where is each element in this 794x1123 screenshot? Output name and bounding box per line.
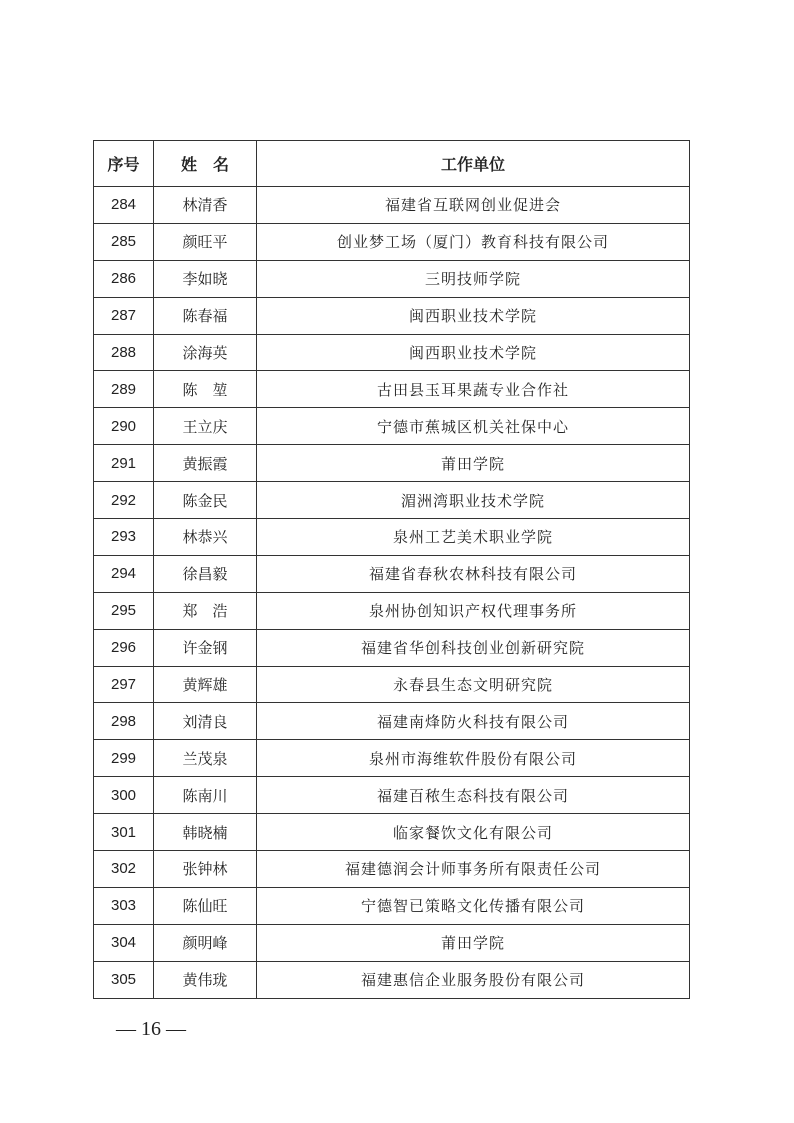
row-org: 创业梦工场（厦门）教育科技有限公司 [257,223,690,260]
row-org: 福建省互联网创业促进会 [257,187,690,224]
roster-table [93,140,690,999]
row-index: 304 [94,924,154,961]
row-org: 古田县玉耳果蔬专业合作社 [257,371,690,408]
row-org: 泉州市海维软件股份有限公司 [257,740,690,777]
row-name: 王立庆 [154,408,257,445]
row-name: 陈 堃 [154,371,257,408]
row-org: 福建省春秋农林科技有限公司 [257,555,690,592]
table-row [94,961,690,998]
row-name: 黄振霞 [154,445,257,482]
row-org: 临家餐饮文化有限公司 [257,814,690,851]
row-index: 288 [94,334,154,371]
row-org: 永春县生态文明研究院 [257,666,690,703]
table-row [94,408,690,445]
header-row [94,141,690,187]
header-index: 序号 [94,141,154,187]
table-row [94,297,690,334]
row-index: 293 [94,519,154,556]
header-name: 姓 名 [154,141,257,187]
row-org: 闽西职业技术学院 [257,334,690,371]
row-index: 303 [94,887,154,924]
row-name: 陈金民 [154,482,257,519]
row-name: 林清香 [154,187,257,224]
row-index: 287 [94,297,154,334]
row-index: 292 [94,482,154,519]
row-index: 302 [94,851,154,888]
row-name: 李如晓 [154,260,257,297]
table-row [94,482,690,519]
row-index: 297 [94,666,154,703]
row-index: 291 [94,445,154,482]
table-row [94,629,690,666]
table-row [94,924,690,961]
table-row [94,555,690,592]
table-row [94,592,690,629]
row-org: 福建南烽防火科技有限公司 [257,703,690,740]
row-name: 涂海英 [154,334,257,371]
row-org: 三明技师学院 [257,260,690,297]
row-name: 黄辉雄 [154,666,257,703]
row-org: 福建德润会计师事务所有限责任公司 [257,851,690,888]
row-name: 陈仙旺 [154,887,257,924]
row-index: 300 [94,777,154,814]
table-row [94,887,690,924]
table-row [94,334,690,371]
row-name: 韩晓楠 [154,814,257,851]
row-org: 湄洲湾职业技术学院 [257,482,690,519]
header-org: 工作单位 [257,141,690,187]
row-name: 刘清良 [154,703,257,740]
table-row [94,223,690,260]
row-name: 颜旺平 [154,223,257,260]
row-index: 298 [94,703,154,740]
page-number: — 16 — [116,1018,186,1040]
row-index: 290 [94,408,154,445]
table-row [94,445,690,482]
row-index: 305 [94,961,154,998]
table-row [94,260,690,297]
row-name: 颜明峰 [154,924,257,961]
table-row [94,187,690,224]
row-name: 陈春福 [154,297,257,334]
row-index: 286 [94,260,154,297]
row-index: 295 [94,592,154,629]
row-index: 289 [94,371,154,408]
table-row [94,814,690,851]
row-name: 兰茂泉 [154,740,257,777]
row-name: 林恭兴 [154,519,257,556]
table-row [94,703,690,740]
row-index: 284 [94,187,154,224]
row-org: 莆田学院 [257,445,690,482]
row-org: 泉州工艺美术职业学院 [257,519,690,556]
row-name: 许金钢 [154,629,257,666]
table-row [94,666,690,703]
row-name: 陈南川 [154,777,257,814]
row-org: 闽西职业技术学院 [257,297,690,334]
table-row [94,371,690,408]
row-index: 294 [94,555,154,592]
row-org: 莆田学院 [257,924,690,961]
table-row [94,740,690,777]
row-index: 299 [94,740,154,777]
row-name: 张钟林 [154,851,257,888]
row-name: 徐昌毅 [154,555,257,592]
row-name: 黄伟珑 [154,961,257,998]
table-row [94,851,690,888]
row-org: 福建百秾生态科技有限公司 [257,777,690,814]
table-row [94,519,690,556]
row-org: 宁德市蕉城区机关社保中心 [257,408,690,445]
row-name: 郑 浩 [154,592,257,629]
row-org: 福建惠信企业服务股份有限公司 [257,961,690,998]
row-org: 福建省华创科技创业创新研究院 [257,629,690,666]
row-index: 301 [94,814,154,851]
row-org: 泉州协创知识产权代理事务所 [257,592,690,629]
row-index: 285 [94,223,154,260]
row-org: 宁德智已策略文化传播有限公司 [257,887,690,924]
row-index: 296 [94,629,154,666]
table-row [94,777,690,814]
